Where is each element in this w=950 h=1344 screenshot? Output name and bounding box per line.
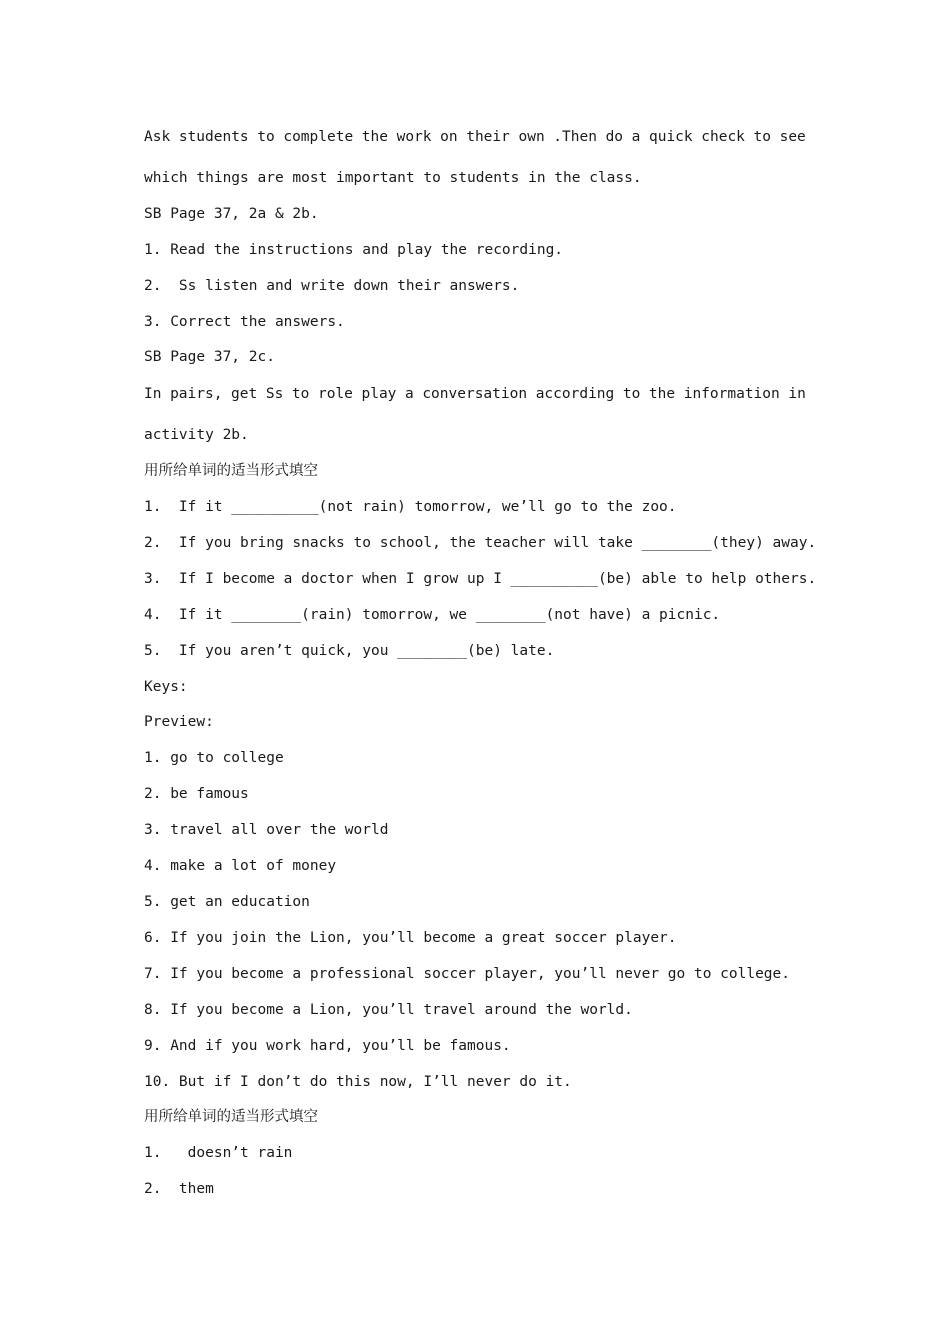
preview-item: 5. get an education (144, 894, 310, 910)
word: do (605, 129, 624, 145)
preview-label: Preview: (144, 714, 214, 730)
step-item: 3. Correct the answers. (144, 314, 345, 330)
exercise-item: 2. If you bring snacks to school, the teacher will take ________(they) away. (144, 535, 817, 551)
word: own (518, 129, 545, 145)
pairs-line-2: activity 2b. (144, 427, 249, 443)
word: on (440, 129, 458, 145)
preview-item: 8. If you become a Lion, you’ll travel around the world. (144, 1002, 633, 1018)
answer-item: 1. doesn’t rain (144, 1145, 293, 1161)
word: their (466, 129, 510, 145)
preview-item: 9. And if you work hard, you’ll be famous. (144, 1038, 511, 1054)
word: play (361, 386, 397, 402)
exercise-item: 1. If it __________(not rain) tomorrow, we’ll go to the zoo. (144, 499, 677, 515)
word: role (317, 386, 353, 402)
exercise-item: 4. If it ________(rain) tomorrow, we ________(not have) a picnic. (144, 607, 721, 623)
word: a (631, 129, 641, 145)
word: work (396, 129, 432, 145)
word: to (753, 129, 771, 145)
word: the (361, 129, 388, 145)
word: the (648, 386, 676, 402)
pairs-line-1 (144, 384, 806, 404)
preview-item: 7. If you become a professional soccer player, you’ll never go to college. (144, 966, 791, 982)
word: Ask (144, 129, 171, 145)
word: check (701, 129, 745, 145)
step-item: 2. Ss listen and write down their answers. (144, 278, 520, 294)
word: pairs, (170, 386, 223, 402)
word: get (231, 386, 258, 402)
word: to (257, 129, 275, 145)
answers-heading: 用所给单词的适当形式填空 (144, 1109, 318, 1125)
intro-line-1 (144, 127, 806, 147)
preview-item: 10. But if I don’t do this now, I’ll never do it. (144, 1074, 572, 1090)
sb-page-2a-heading: SB Page 37, 2a & 2b. (144, 206, 319, 222)
preview-item: 1. go to college (144, 750, 284, 766)
word: students (178, 129, 249, 145)
word: In (144, 386, 162, 402)
preview-item: 4. make a lot of money (144, 858, 337, 874)
word: information (683, 386, 780, 402)
word: conversation (422, 386, 528, 402)
word: a (405, 386, 414, 402)
word: .Then (553, 129, 597, 145)
exercise-heading: 用所给单词的适当形式填空 (144, 463, 318, 479)
preview-item: 2. be famous (144, 786, 249, 802)
exercise-item: 5. If you aren’t quick, you ________(be) late. (144, 643, 555, 659)
sb-page-2c-heading: SB Page 37, 2c. (144, 349, 275, 365)
word: Ss (265, 386, 284, 402)
keys-label: Keys: (144, 679, 188, 695)
intro-line-2: which things are most important to students in the class. (144, 170, 642, 186)
word: in (788, 386, 806, 402)
step-item: 1. Read the instructions and play the recording. (144, 242, 564, 258)
word: complete (283, 129, 354, 145)
word: quick (648, 129, 693, 145)
exercise-item: 3. If I become a doctor when I grow up I __________(be) able to help others. (144, 571, 817, 587)
word: according (535, 386, 615, 402)
answer-item: 2. them (144, 1181, 214, 1197)
word: to (291, 386, 310, 402)
word: to (622, 386, 641, 402)
preview-item: 6. If you join the Lion, you’ll become a great soccer player. (144, 930, 677, 946)
word: see (779, 129, 806, 145)
preview-item: 3. travel all over the world (144, 822, 389, 838)
